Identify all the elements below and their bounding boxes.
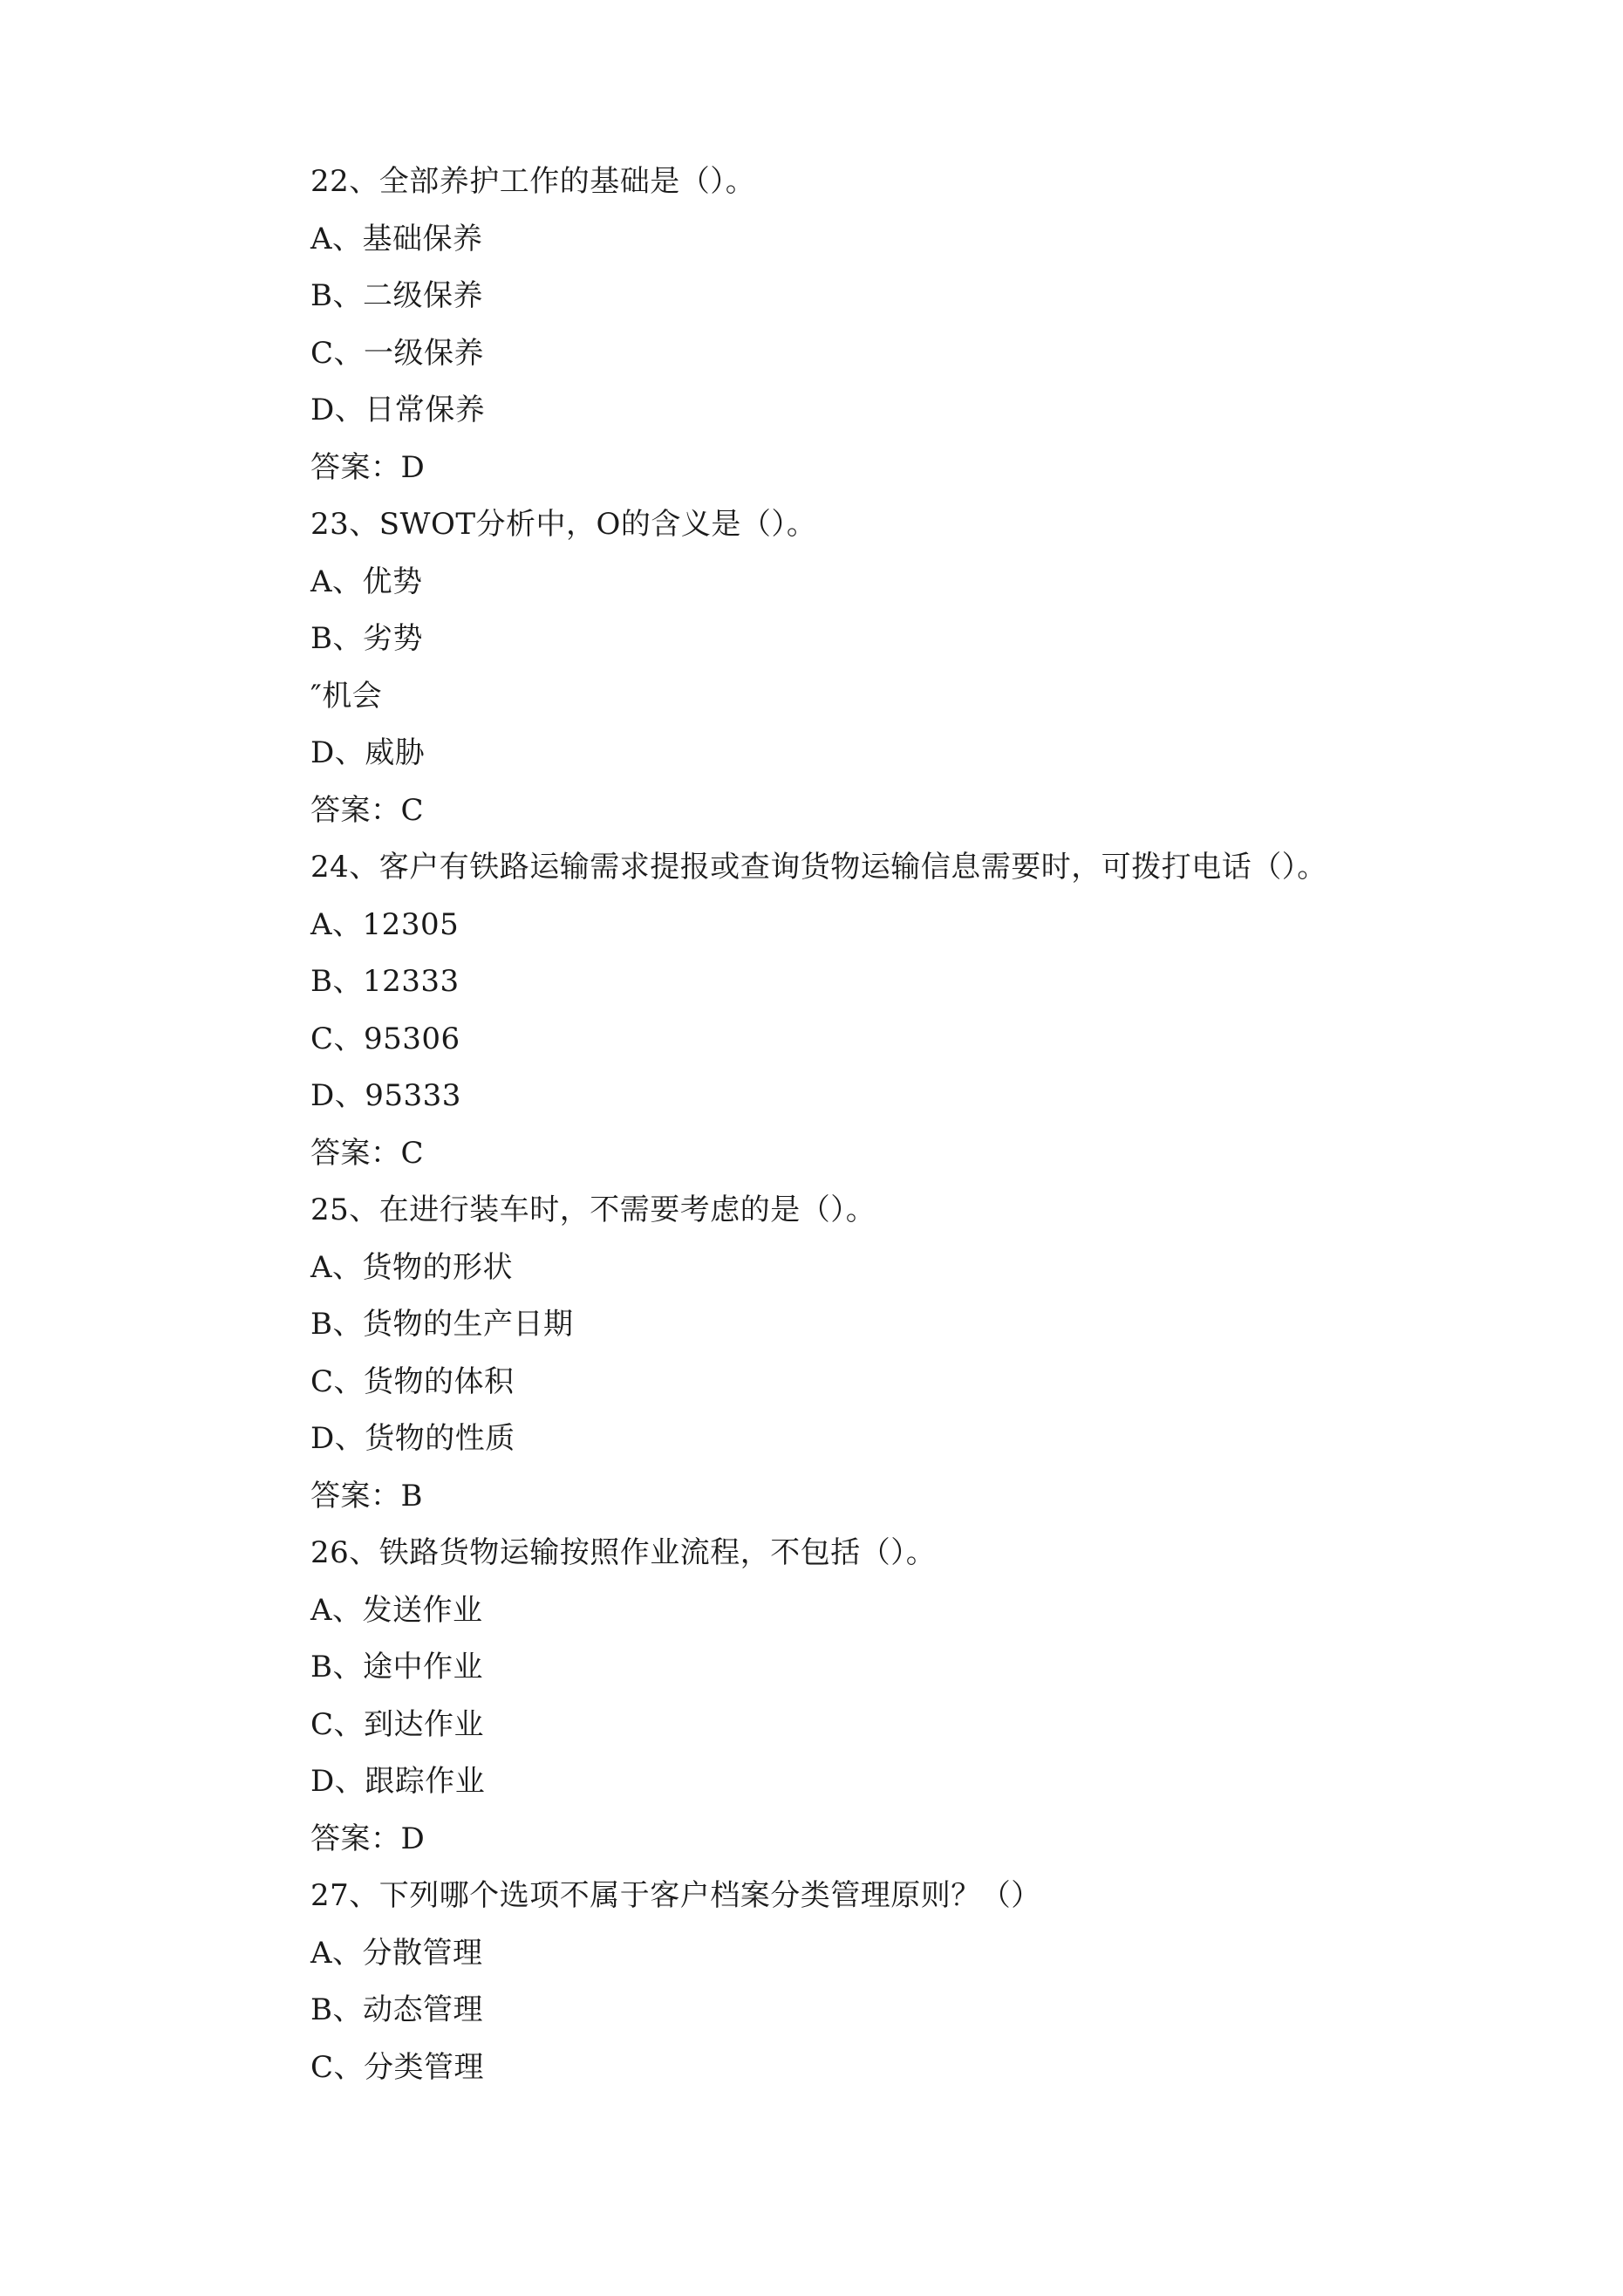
- question-26-option-d: D、跟踪作业: [310, 1764, 486, 1799]
- question-22-text: 22、全部养护工作的基础是（）。: [310, 164, 756, 199]
- question-26-option-a: A、发送作业: [310, 1592, 483, 1628]
- question-25-answer: 答案：B: [310, 1478, 423, 1514]
- question-27-text: 27、下列哪个选项不属于客户档案分类管理原则？（）: [310, 1878, 1041, 1913]
- document-content: [310, 154, 1531, 2096]
- question-26-option-c: C、到达作业: [310, 1706, 485, 1742]
- question-23-answer: 答案：C: [310, 792, 425, 828]
- question-23-option-d: D、威胁: [310, 735, 426, 770]
- question-26-text: 26、铁路货物运输按照作业流程，不包括（）。: [310, 1535, 937, 1570]
- question-23-option-b: B、劣势: [310, 621, 423, 656]
- question-22-option-a: A、基础保养: [310, 221, 483, 256]
- question-23-option-c: ″机会: [310, 678, 383, 714]
- question-22-answer: 答案：D: [310, 449, 426, 485]
- question-22-option-d: D、日常保养: [310, 393, 486, 427]
- question-27-option-c: C、分类管理: [310, 2049, 485, 2085]
- question-25-option-d: D、货物的性质: [310, 1421, 515, 1456]
- question-23-option-a: A、优势: [310, 564, 423, 599]
- question-23-text: 23、SWOT分析中，O的含义是（）。: [310, 507, 817, 542]
- question-25-text: 25、在进行装车时，不需要考虑的是（）。: [310, 1192, 876, 1227]
- question-25-option-b: B、货物的生产日期: [310, 1307, 574, 1342]
- question-24-option-c: C、95306: [310, 1021, 460, 1056]
- question-25-option-c: C、货物的体积: [310, 1363, 515, 1399]
- question-22-option-b: B、二级保养: [310, 278, 483, 313]
- question-26-option-b: B、途中作业: [310, 1650, 483, 1684]
- question-24-option-a: A、12305: [310, 906, 460, 942]
- question-24-text: 24、客户有铁路运输需求提报或查询货物运输信息需要时，可拨打电话（）。: [310, 850, 1327, 885]
- question-24-option-d: D、95333: [310, 1078, 461, 1113]
- question-24-answer: 答案：C: [310, 1135, 425, 1171]
- question-26-answer: 答案：D: [310, 1821, 426, 1856]
- question-27-option-a: A、分散管理: [310, 1935, 483, 1971]
- question-22-option-c: C、一级保养: [310, 335, 485, 371]
- question-24-option-b: B、12333: [310, 964, 460, 999]
- question-25-option-a: A、货物的形状: [310, 1249, 514, 1285]
- question-27-option-b: B、动态管理: [310, 1992, 483, 2027]
